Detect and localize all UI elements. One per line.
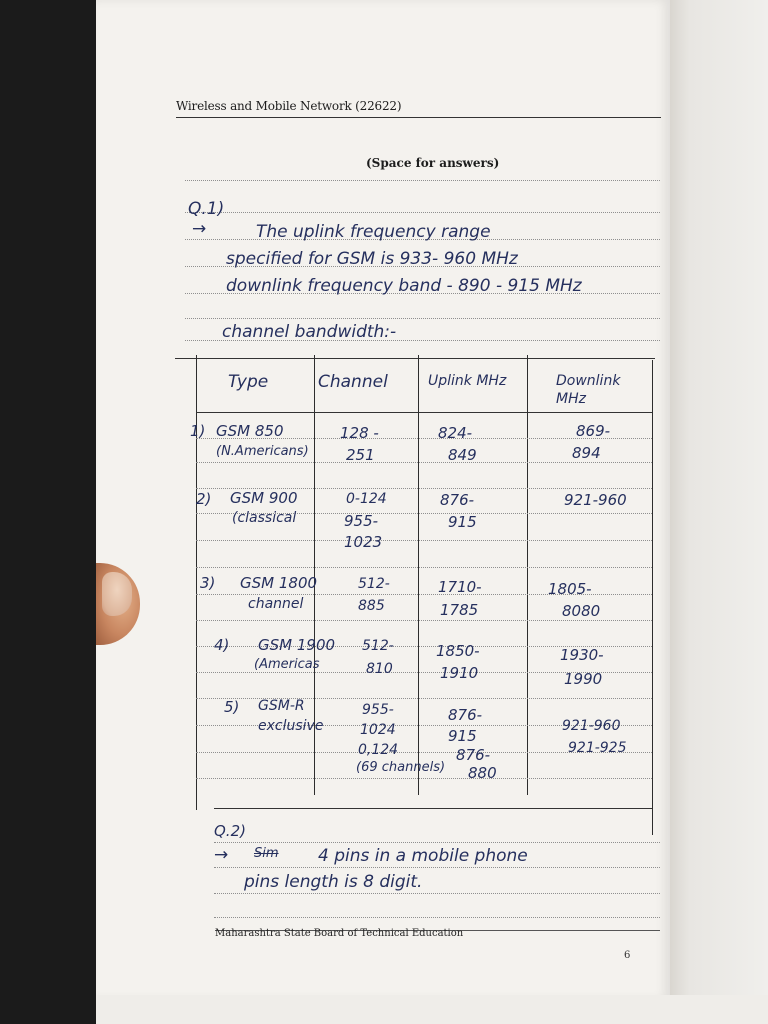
- page-header: Wireless and Mobile Network (22622): [176, 99, 402, 113]
- page-footer: Maharashtra State Board of Technical Education: [215, 928, 464, 939]
- row-type: GSM 1800: [240, 574, 318, 592]
- row-uplink-end: 849: [448, 446, 477, 464]
- row-downlink-end: 1990: [564, 670, 603, 688]
- answer-line-2: specified for GSM is 933- 960 MHz: [226, 249, 518, 269]
- ruled-line: [214, 842, 660, 843]
- uplink-note: 880: [468, 764, 497, 782]
- page-edge: [670, 0, 768, 1024]
- row-uplink-end: 915: [448, 727, 477, 745]
- row-uplink-end: 1785: [440, 601, 479, 619]
- ruled-line: [214, 867, 660, 868]
- row-type-detail: (N.Americans): [216, 444, 309, 459]
- row-type-detail: (Americas: [254, 657, 320, 672]
- row-channel: 512-: [358, 576, 390, 592]
- table-header-type: Type: [228, 372, 269, 392]
- answer-line-4: channel bandwidth:-: [222, 322, 397, 342]
- row-channel-extra: 0,124: [358, 742, 399, 758]
- table-header-uplink: Uplink MHz: [428, 373, 507, 389]
- row-downlink: 921-960: [562, 718, 621, 734]
- row-downlink-end: 921-925: [568, 740, 627, 756]
- ruled-line: [185, 212, 660, 213]
- q2-label: Q.2): [214, 822, 246, 840]
- table-col-border: [418, 355, 419, 795]
- row-uplink: 876-: [448, 706, 483, 724]
- table-row-line: [196, 567, 652, 568]
- row-downlink-end: 8080: [562, 602, 601, 620]
- ruled-line: [185, 318, 660, 319]
- row-number: 4): [214, 636, 230, 654]
- row-type-detail: channel: [248, 596, 304, 612]
- struck-word: Sim: [254, 846, 279, 861]
- row-uplink: 1850-: [436, 642, 480, 660]
- row-type: GSM 850: [216, 422, 284, 440]
- header-rule: [176, 117, 661, 118]
- row-channel-end: 885: [358, 598, 385, 614]
- row-number: 1): [190, 422, 206, 440]
- answer-line-1: The uplink frequency range: [256, 222, 491, 242]
- table-header-rule: [196, 412, 652, 413]
- row-channel: 128 -: [340, 424, 379, 442]
- row-channel: 955-: [362, 702, 394, 718]
- row-channel: 0-124: [346, 491, 387, 507]
- table-col-border: [527, 355, 528, 795]
- ruled-line: [185, 180, 660, 181]
- row-channel: 512-: [362, 638, 394, 654]
- row-type-detail: exclusive: [258, 718, 324, 734]
- row-channel-end: 251: [346, 446, 375, 464]
- row-channel-extra: 1023: [344, 533, 383, 551]
- arrow-icon: →: [192, 219, 207, 239]
- table-header-downlink: Downlink MHz: [556, 373, 621, 407]
- ruled-line: [214, 917, 660, 918]
- row-type: GSM 900: [230, 489, 298, 507]
- row-uplink-end: 915: [448, 513, 477, 531]
- table-row-line: [196, 540, 652, 541]
- row-uplink: 876-: [440, 491, 475, 509]
- table-header-channel: Channel: [318, 372, 388, 392]
- row-number: 2): [196, 490, 212, 508]
- space-for-answers: (Space for answers): [366, 156, 500, 170]
- row-channel-end: 1024: [360, 722, 396, 738]
- page-number: 6: [624, 950, 631, 961]
- page-bottom-strip: [96, 995, 768, 1024]
- row-downlink: 921-960: [564, 491, 627, 509]
- q1-label: Q.1): [188, 199, 225, 219]
- table-row-line: [196, 620, 652, 621]
- row-number: 3): [200, 574, 216, 592]
- row-uplink: 1710-: [438, 578, 482, 596]
- row-downlink-end: 894: [572, 444, 601, 462]
- row-type: GSM-R: [258, 698, 305, 714]
- table-bottom-rule: [214, 808, 652, 809]
- row-type-detail: (classical: [232, 510, 297, 526]
- q2-answer-line-2: pins length is 8 digit.: [244, 872, 423, 892]
- answer-line-3: downlink frequency band - 890 - 915 MHz: [226, 276, 582, 296]
- row-uplink-end: 1910: [440, 664, 479, 682]
- row-downlink: 1930-: [560, 646, 604, 664]
- table-row-line: [196, 462, 652, 463]
- channel-count-note: (69 channels): [356, 760, 446, 775]
- row-channel-end: 955-: [344, 512, 379, 530]
- row-downlink: 869-: [576, 422, 611, 440]
- q2-answer-line-1: 4 pins in a mobile phone: [318, 846, 528, 866]
- fingernail-image: [102, 572, 132, 616]
- row-uplink-extra: 876-: [456, 746, 491, 764]
- ruled-line: [214, 893, 660, 894]
- row-channel-end: 810: [366, 661, 393, 677]
- table-col-border: [652, 360, 653, 835]
- arrow-icon: →: [214, 845, 229, 865]
- row-downlink: 1805-: [548, 580, 592, 598]
- table-top-border: [175, 358, 655, 359]
- row-number: 5): [224, 698, 240, 716]
- table-row-line: [196, 778, 652, 779]
- row-type: GSM 1900: [258, 636, 336, 654]
- row-uplink: 824-: [438, 424, 473, 442]
